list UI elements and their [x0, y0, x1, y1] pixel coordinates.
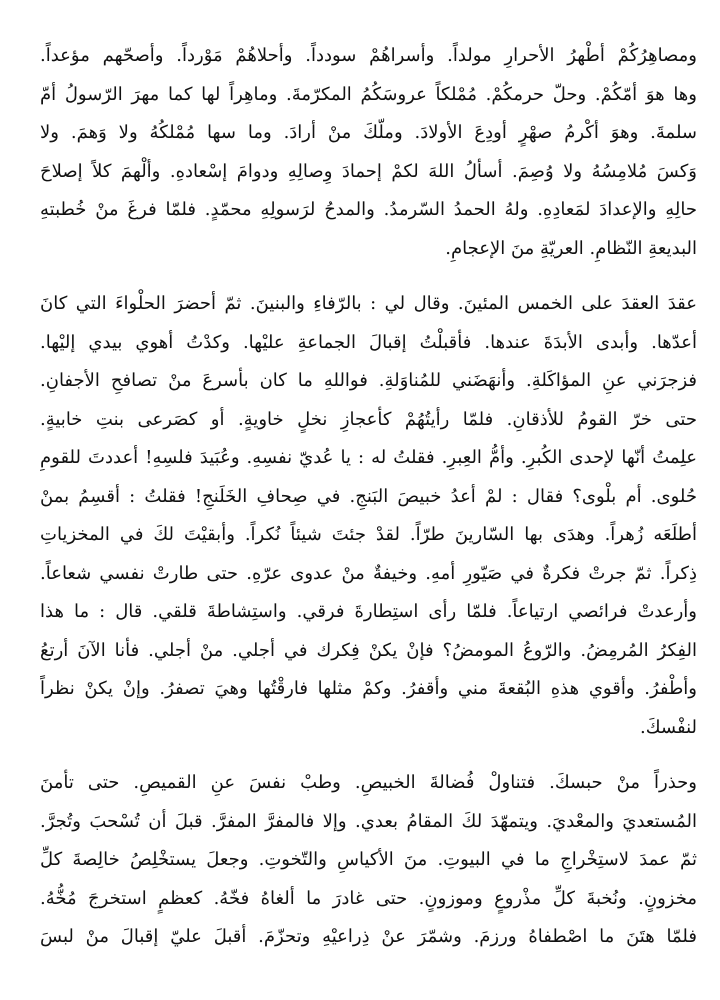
text-line: حتى خرّ القومُ للأذقانِ. فلمّا رأيتُهُمْ كأعجازِ نخلٍ خاويةٍ. أو كصَرعى بنتِ خابيةٍ. [40, 408, 697, 430]
text-line: فلمّا هتَنَ ما اصْطفاهُ ورزمَ. وشمّرَ عنْ ذِراعيْهِ وتحزّمَ. أقبلَ عليّ إقبالَ منْ لبسَ [40, 926, 697, 947]
text-line: حُلوى. أم بلْوى؟ فقال : لمْ أعدُ خبيصَ البَنجِ. في صِحافِ الخَلَنجِ! فقلتُ : أقسِمُ بمنْ [40, 485, 697, 507]
text-line: عقدَ العقدَ على الخمس المئينَ. وقال لي : بالرّفاءِ والبنينَ. ثمّ أحضرَ الحلْواءَ التي كانَ [40, 293, 697, 314]
text-line: لنفْسكَ. [640, 716, 697, 738]
paragraph [40, 37, 697, 268]
text-line: فزجرَني عنِ المؤاكَلةِ. وأنهَضَني للمُناوَلةِ. فواللهِ ما كان بأسرعَ منْ تصافحِ الأجفانِ. [40, 370, 697, 391]
text-line: وحذراً منْ حبسكَ. فتناولْ فُضالةَ الخبيصِ. وطبْ نفسَ عنِ القميصِ. حتى تأمنَ [40, 772, 697, 793]
text-line: الفِكرُ المُرمِضُ. والرّوعُ المومضُ؟ فإنْ يكنْ فِكرك في أجلي. منْ أجلي. فأنا الآنَ أرتعُ [40, 639, 697, 661]
text-line: ومصاهِرُكُمْ أطْهرُ الأحرارِ مولداً. وأسراهُمْ سودداً. وأحلاهُمْ مَوْرداً. وأصحّهم مؤعداً. [40, 45, 697, 66]
text-line: حالِهِ والإعدادَ لمَعادِهِ. ولهُ الحمدُ السّرمدُ. والمدحُ لرَسولِهِ محمّدٍ. فلمّا فرغَ منْ خُطبتهِ [40, 199, 697, 220]
text-line: أطلَعَه زُهراً. وهدَى بها السّارينَ طرّاً. لقدْ جئتَ شيئاً نُكراً. وأبقيْتَ لكَ في المخزياتِ [40, 524, 697, 545]
text-line: أعدّها. وأبدى الأبدَةَ عندها. فأقبلْتُ إقبالَ الجماعةِ عليْها. وكدْتُ أهوي بيدي إليْها. [40, 331, 697, 353]
text-line: وَكسَ مُلامِسُهُ ولا وُصِمَ. أسألُ اللهَ لكمْ إحمادَ وِصالِهِ ودوامَ إسْعادهِ. وألْهمَ كلاً إصلاحَ [40, 160, 697, 182]
text-line: ثمّ عمدَ لاستِخْراجِ ما في البيوتِ. منَ الأكياسِ والتّخوتِ. وجعلَ يستخْلِصُ خالِصةَ كلِّ [40, 849, 697, 870]
text-line: البديعةِ النّظامِ. العريّةِ منَ الإعجامِ. [445, 237, 697, 259]
text-line: سلمةَ. وهوَ أكْرمُ صهْرٍ أودِعَ الأولادَ. وملّكَ منْ أرادَ. وما سها مُمْلكُهُ ولا وَهمَ. ولا [40, 122, 697, 143]
document-page [40, 37, 697, 957]
text-line: ذِكراً. ثمّ جرتْ فكرةٌ في صَيّورِ أمهِ. وخيفةٌ منْ عدوى عرّهِ. حتى طارتْ نفسي شعاعاً. [40, 562, 697, 584]
text-line: مخزونٍ. ونُخبةَ كلِّ مذْروعٍ وموزونٍ. حتى غادرَ ما ألغاهُ فخّهُ. كعظمٍ استخرجَ مُخُّهُ. [40, 887, 697, 909]
paragraph [40, 764, 697, 957]
paragraph [40, 285, 697, 747]
text-line: وها هوَ أمّكُمْ. وحلّ حرمكُمْ. مُمْلكاً عروسَكُمُ المكرّمةَ. وماهِراً لها كما مهرَ الرّسولُ أمّ [40, 83, 697, 105]
text-line: وأرعدتْ فرائصي ارتياعاً. فلمّا رأى استِطارةَ فرقي. واستِشاطةَ قلقي. قال : ما هذا [40, 601, 697, 622]
text-line: علِمتُ أنّها لإحدى الكُبرِ. وأمُّ العِبرِ. فقلتُ له : يا عُديّ نفسِهِ. وعُبَيدَ فلسِهِ! أعددتَ للقومِ [40, 447, 697, 468]
text-line: المُستعديَ والمعْديَ. ويتمهّدَ لكَ المقامُ بعدي. وإلا فالمفرَّ المفرَّ. قبلَ أن تُسْحبَ وتُجرَّ. [40, 810, 697, 832]
text-line: وأطْفرُ. وأقوي هذهِ البُقعةَ مني وأقفرُ. وكمْ مثلها فارقْتُها وهيَ تصفرُ. وإنْ يكنْ نظراً [40, 678, 697, 699]
